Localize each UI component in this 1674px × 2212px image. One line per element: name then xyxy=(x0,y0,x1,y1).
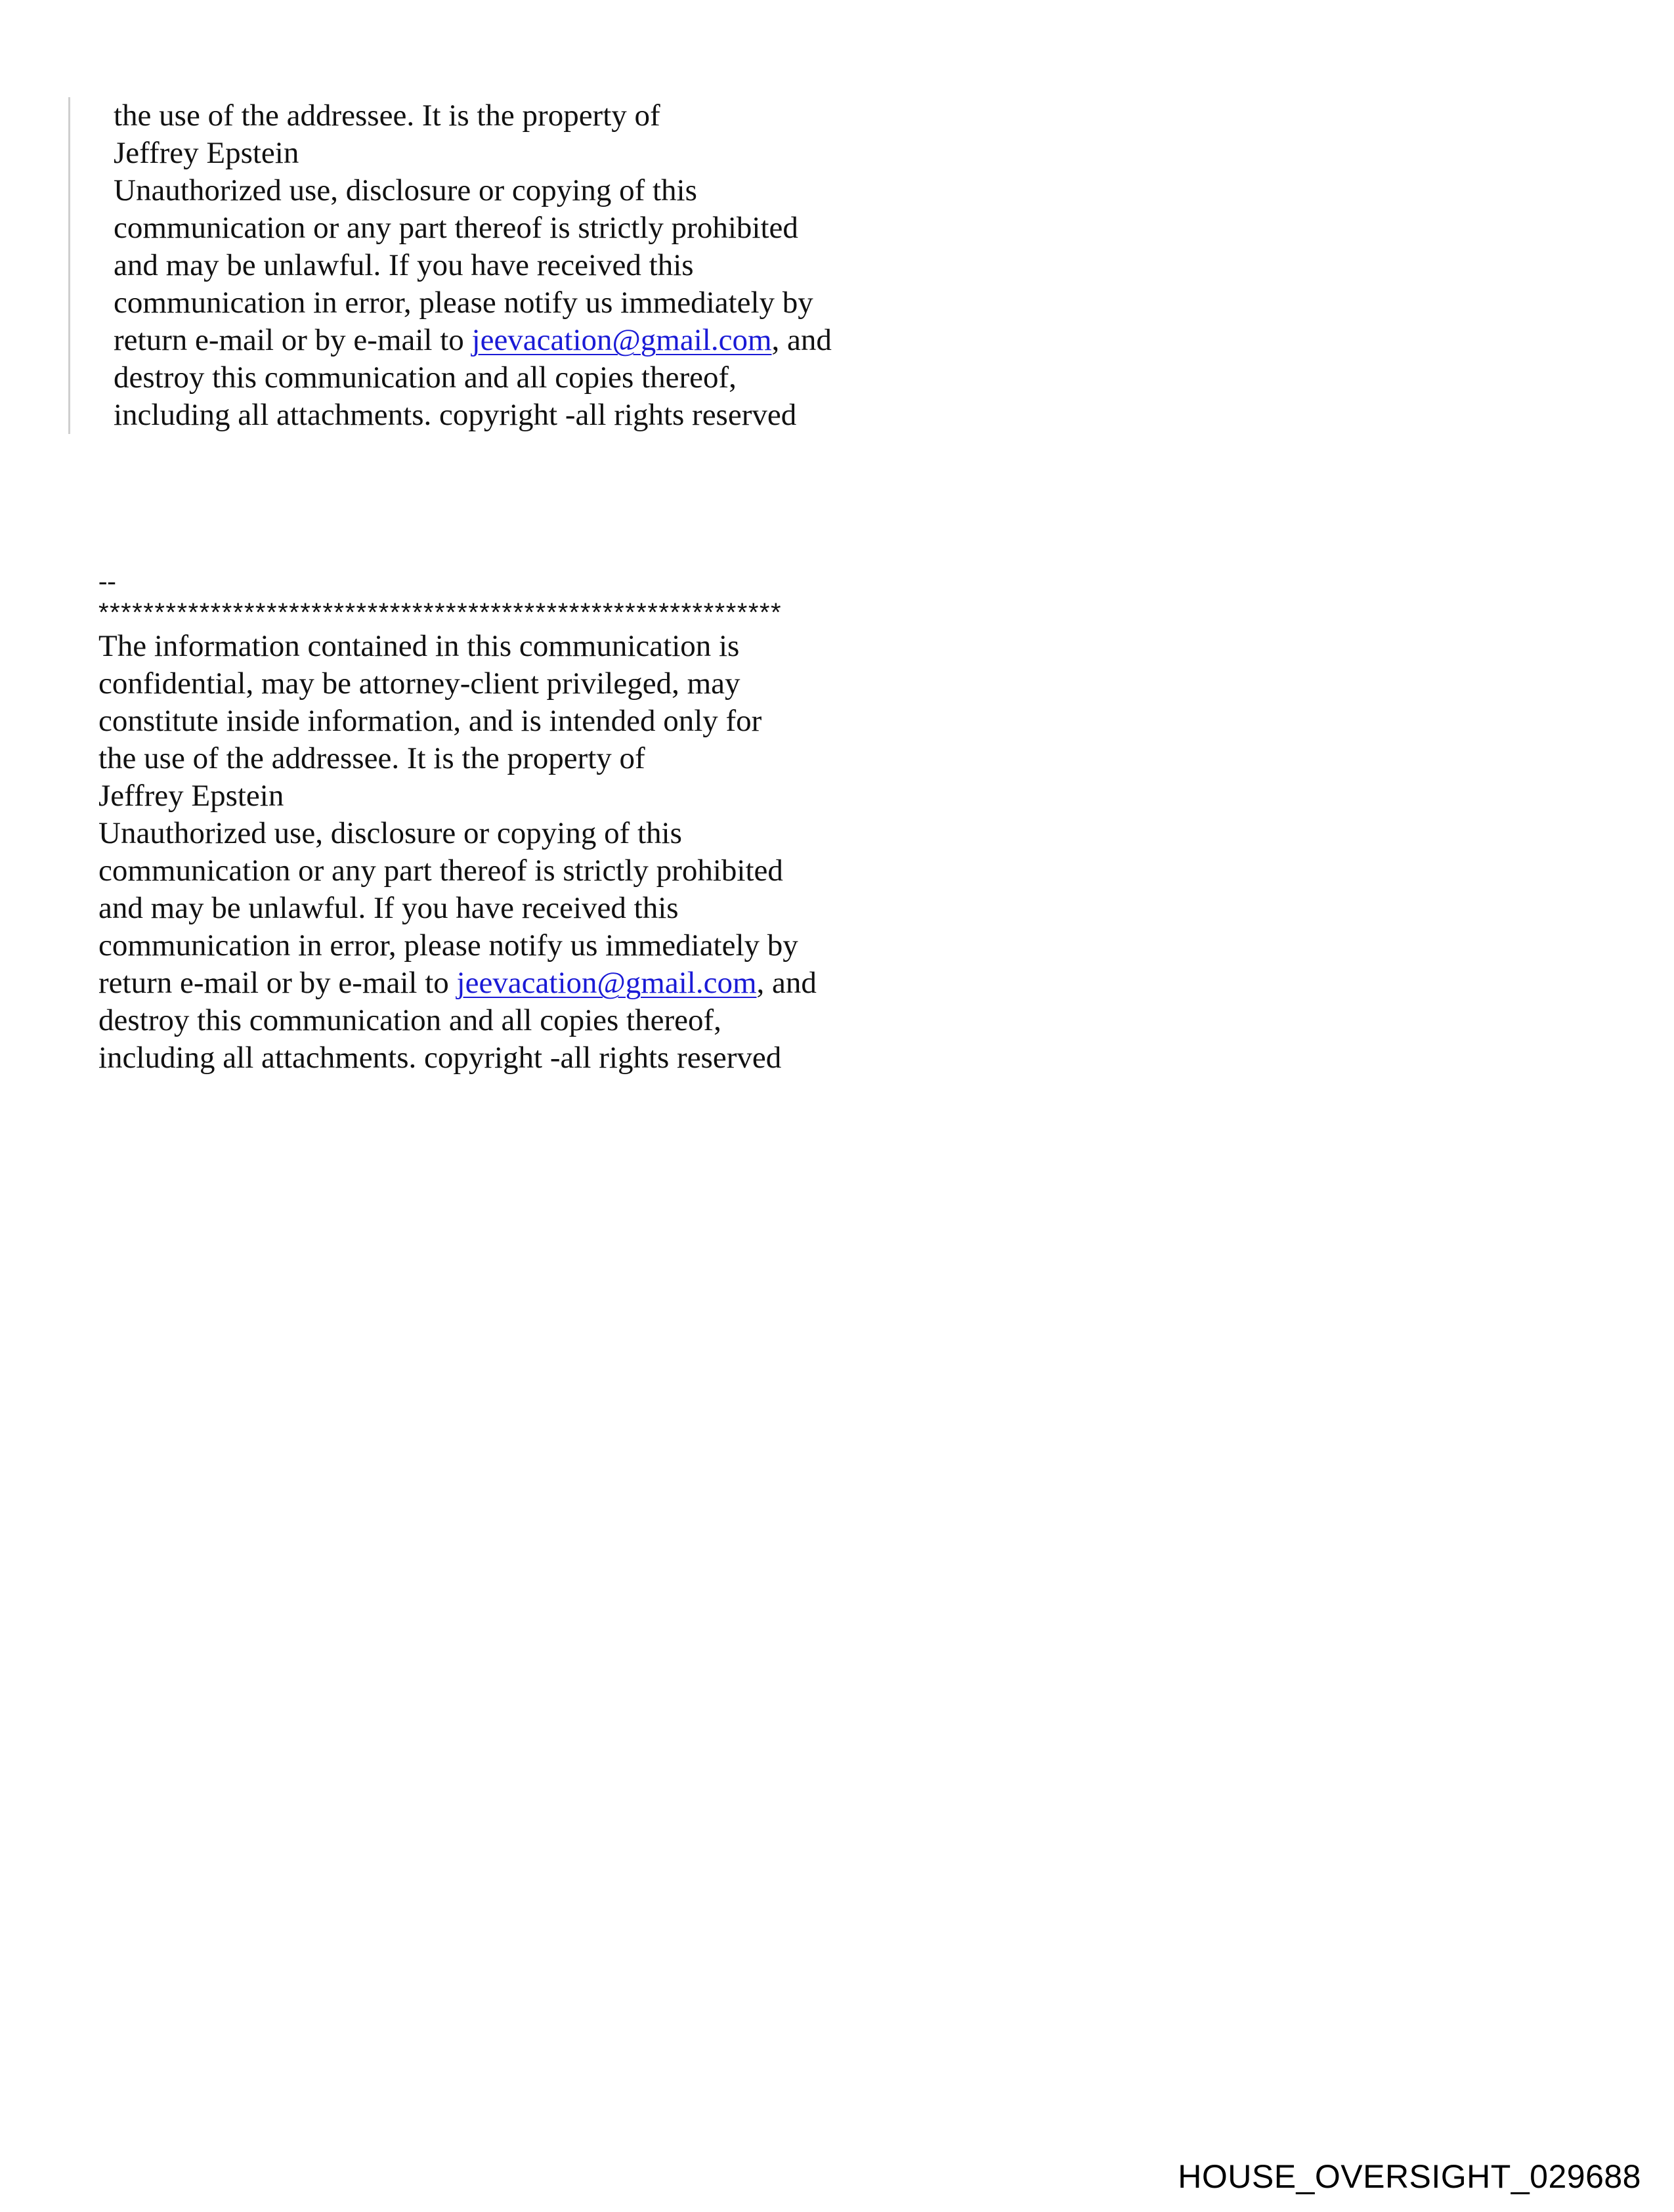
asterisk-divider: ************************************************************* xyxy=(98,598,783,627)
quoted-line: communication in error, please notify us immediately by xyxy=(114,286,813,320)
quoted-line: including all attachments. copyright -all rights reserved xyxy=(114,398,797,432)
quoted-return-line xyxy=(114,322,1098,359)
signature-line: Unauthorized use, disclosure or copying of this xyxy=(98,816,682,850)
signature-return-line xyxy=(98,965,1280,1002)
signature-line: including all attachments. copyright -all rights reserved xyxy=(98,1041,782,1075)
quoted-return-suffix: , and xyxy=(771,323,832,357)
signature-line: Jeffrey Epstein xyxy=(98,779,284,813)
signature-return-suffix: , and xyxy=(756,966,817,1000)
quoted-return-prefix: return e-mail or by e-mail to xyxy=(114,323,472,357)
quoted-line: communication or any part thereof is strictly prohibited xyxy=(114,211,798,245)
quoted-line: and may be unlawful. If you have received this xyxy=(114,248,694,282)
quoted-email-link[interactable]: jeevacation@gmail.com xyxy=(471,323,772,357)
signature-line: The information contained in this communication is xyxy=(98,629,740,663)
quoted-disclaimer-text xyxy=(114,97,1098,434)
quoted-disclaimer xyxy=(68,97,1098,434)
quoted-line: destroy this communication and all copies thereof, xyxy=(114,360,737,395)
document-id-stamp: HOUSE_OVERSIGHT_029688 xyxy=(1178,2158,1641,2195)
signature-return-prefix: return e-mail or by e-mail to xyxy=(98,966,457,1000)
signature-line: communication in error, please notify us immediately by xyxy=(98,928,798,963)
signature-disclaimer-text xyxy=(98,628,1280,1077)
signature-disclaimer xyxy=(98,565,1280,1077)
signature-line: and may be unlawful. If you have received this xyxy=(98,891,679,925)
quoted-line: Unauthorized use, disclosure or copying of this xyxy=(114,173,697,207)
signature-line: the use of the addressee. It is the property of xyxy=(98,741,645,775)
quoted-line: Jeffrey Epstein xyxy=(114,136,299,170)
signature-line: destroy this communication and all copies thereof, xyxy=(98,1003,721,1037)
signature-line: confidential, may be attorney-client privileged, may xyxy=(98,666,740,701)
signature-separator: -- xyxy=(98,566,116,596)
signature-line: communication or any part thereof is strictly prohibited xyxy=(98,854,783,888)
signature-email-link[interactable]: jeevacation@gmail.com xyxy=(456,966,757,1000)
quoted-line: the use of the addressee. It is the property of xyxy=(114,98,660,133)
signature-line: constitute inside information, and is intended only for xyxy=(98,704,762,738)
